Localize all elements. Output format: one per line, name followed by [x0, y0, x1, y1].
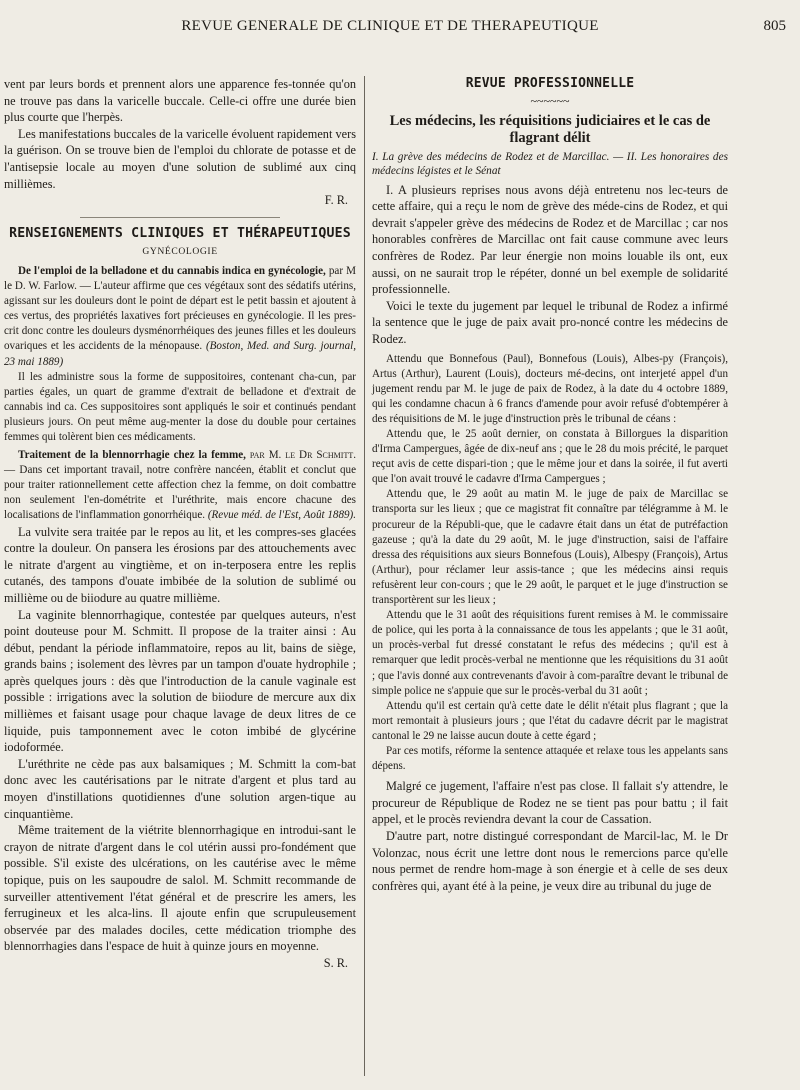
- intro-paragraph-1: vent par leurs bords et prennent alors une apparence fes-tonnée qu'on ne trouve pas dans la varicelle buccale. Celle-ci offre une durée bien plus courte que l'herpès.: [4, 77, 356, 125]
- paragraph-after-judgment-2: D'autre part, notre distingué correspondant de Marcil-lac, M. le Dr Volonzac, nous écrit une lettre dont nous le remercions parce qu'elle nous permet de rendre hom-mage à son énergie et à celle de ses deux confrères qui, ayant été à la peine, je veux dire au tribunal du juge de: [372, 828, 728, 893]
- paragraph-urethrite: L'uréthrite ne cède pas aux balsamiques ; M. Schmitt la com-bat donc avec les cautérisations par le nitrate d'argent et plus tard au moyen d'instillations quotidiennes d'une solution argen-tique au cinquantième.: [4, 756, 356, 821]
- paragraph-after-judgment-1: Malgré ce jugement, l'affaire n'est pas close. Il fallait s'y attendre, le procureur de République de Rodez ne se tient pas pour battu ; il fait appel, et le procès reviendra devant la cour de Cassation.: [372, 779, 728, 827]
- article-blennorrhagia-author: par M. le Dr Schmitt.: [249, 449, 356, 462]
- paragraph-vietrite: Même traitement de la viétrite blennorrhagique en introdui-sant le crayon de nitrate d'argent dans le col utérin aussi pro-fondément que possible. S'il existe des ulcérations, on les cautérise avec le même topique, puis on les saupoudre de salol. M. Schmitt recommande de surveiller attentivement l'état général et de prescrire les amers, les ferrugineux et les alca-lins. Il ajoute enfin que scrupuleusement observée par des malades dociles, cette médication triomphe des blennorrhagies dans l'espace de huit à quinze jours en moyenne.: [4, 823, 356, 954]
- article-blennorrhagia-title: Traitement de la blennorrhagie chez la femme,: [18, 449, 246, 462]
- article-title: Les médecins, les réquisitions judiciaires et le cas de flagrant délit: [389, 112, 711, 146]
- article-belladonna: [4, 264, 356, 370]
- judgment-paragraph-3: Attendu que, le 29 août au matin M. le juge de paix de Marcillac se transporta sur les lieux ; que ce magistrat fit connaître par télégramme à M. le procureur de la Républi-que, que le cadavre était dans un état de putréfaction gazeuse ; qu'à la date du 29 août, M. le juge d'instruction, saisi de l'affaire dressa des réquisitions aux sieurs Bonnefous (Louis), Albespy (François), Artus (Arthur), pour réclamer leur assis-tance ; que les médecins ainsi requis refusèrent leur con-cours ; que le 29 août, le parquet et le juge d'instruction se transportèrent sur les lieux ;: [372, 488, 728, 607]
- judgment-paragraph-5: Attendu qu'il est certain qu'à cette date le délit n'était plus flagrant ; que la mort remontait à plusieurs jours ; que l'état du cadavre décrit par le magistrat cantonal le 29 ne laisse aucun doute à cette égard ;: [372, 699, 728, 742]
- left-column: [4, 76, 356, 972]
- judgment-paragraph-4: Attendu que le 31 août des réquisitions furent remises à M. le commissaire de police, qui les porta à la connaissance de tous les appelants ; que le 31 août, un procès-verbal fut dressé constatant le refus des médecins ; qu'il est à remarquer que ledit procès-verbal ne mentionne que les réquisitions du 31 août ; que l'avis donné aux contrevenants d'avoir à com-paraître devant le tribunal de simple police ne s'appuie que sur le procès-verbal du 31 août ;: [372, 609, 728, 697]
- judgment-paragraph-6: Par ces motifs, réforme la sentence attaquée et relaxe tous les appelants sans dépens.: [372, 744, 728, 773]
- paragraph-vulvite: La vulvite sera traitée par le repos au lit, et les compres-ses glacées contre la douleur. On pansera les érosions par des attouchements avec le nitrate d'argent au vingtième, et on in-terposera entre les replis cutanés, des tampons d'ouate imbibée de la solution de sublimé ou millième ou de biiodure au quatre millième.: [4, 524, 356, 605]
- title-flourish: ~~~~~~: [530, 93, 570, 108]
- page-number: 805: [763, 18, 786, 34]
- article-belladonna-title: De l'emploi de la belladone et du cannabis indica en gynécologie,: [18, 264, 326, 277]
- column-rule: [364, 76, 365, 1076]
- running-title: REVUE GENERALE DE CLINIQUE ET DE THERAPEUTIQUE: [181, 18, 599, 34]
- article-belladonna-body: par M le D. W. Farlow. — L'auteur affirme que ces végétaux sont des sédatifs utérins, agissant sur les douleurs dont le point de départ est le petit bassin et ajoutent à ces vertus, des propriétés laxatives fort précieuses en gynécologie. Il les pres-crit donc contre les douleurs dysménorrhéiques des jeunes filles et les douleurs ovariques et les accidents de la ménopause.: [4, 264, 356, 353]
- paragraph-vaginite: La vaginite blennorrhagique, contestée par quelques auteurs, n'est point douteuse pour M. Schmitt. Il propose de la traiter ainsi : Au début, pendant la période inflammatoire, repos au lit, bains de siège, grands bains ; isolement des lèvres par un tampon d'ouate hydrophile ; après quelques jours : dès que l'introduction de la canule vaginale est possible : irrigations avec la solution de biiodure de mercure aux dix millièmes et faisant usage pour chaque lavage de deux litres de ce liquide, puis tamponnement avec le coton imbibé de glycérine iodoformée.: [4, 607, 356, 755]
- article-blennorrhagia: [4, 448, 356, 523]
- section-title-clinical: RENSEIGNEMENTS CLINIQUES ET THÉRAPEUTIQUES: [9, 225, 351, 241]
- article-belladonna-paragraph-2: Il les administre sous la forme de suppositoires, contenant cha-cun, par parties égales, un quart de gramme d'extrait de belladone et d'extrait de cannabis ind ca. Ces suppositoires sont appliqués le soir et continués pendant plusieurs jours. On peut même aug-menter la dose du double pour certaines femmes qui tolèrent bien ces médicaments.: [4, 370, 356, 443]
- intro-signature: F. R.: [324, 193, 348, 208]
- article-blennorrhagia-reference: (Revue méd. de l'Est, Août 1889).: [207, 509, 357, 522]
- article-belladonna-reference: (Boston, Med. and Surg. journal, 23 mai 1889): [4, 340, 356, 368]
- judgment-paragraph-1: Attendu que Bonnefous (Paul), Bonnefous (Louis), Albes-py (François), Artus (Arthur), Laurent (Louis), docteurs mé-decins, ont interjeté appel d'un jugement rendu par M. le juge de paix de Rodez, à la date du 4 octobre 1889, qui les condamne chacun à 6 francs d'amende pour avoir refusé d'obtempérer à des réquisitions de M. le juge d'instruction près le tribunal de céans :: [372, 352, 728, 425]
- right-column: [372, 76, 728, 894]
- running-head: [0, 0, 800, 40]
- section-title-professional: REVUE PROFESSIONNELLE: [465, 76, 635, 91]
- judgment-paragraph-2: Attendu que, le 25 août dernier, on constata à Billorgues la disparition d'Irma Campergues, âgée de dix-neuf ans ; que le 28 du mois précité, le parquet reçut avis de cette dispari-tion ; que le même jour et dans la soirée, il fut averti que l'on avait trouvé le cadavre d'Irma Campergues ;: [372, 428, 728, 486]
- paragraph-intro-1: I. A plusieurs reprises nous avons déjà entretenu nos lec-teurs de cette affaire, qui a reçu le nom de grève des méde-cins de Rodez, et qui devrait s'appeler grève des médecins de Rodez et de Marcillac ; car nos honorables confrères de Marcillac ont fait cause commune avec leurs confrères de Rodez. Par leur énergie non moins louable ils ont, eux aussi, on ne saurait trop le répéter, donné un bel exemple de solidarité professionnelle.: [372, 182, 728, 297]
- paragraph-intro-2: Voici le texte du jugement par lequel le tribunal de Rodez a infirmé la sentence que le juge de paix avait pro-noncé contre les médecins de Rodez.: [372, 298, 728, 346]
- article-subtitle: I. La grève des médecins de Rodez et de Marcillac. — II. Les honoraires des médecins légistes et le Sénat: [372, 150, 728, 177]
- separator-rule: [80, 217, 280, 218]
- article-blennorrhagia-body: — Dans cet important travail, notre confrère nancéen, établit et conclut que pour traiter rationnellement cette affection chez la femme, on doit combattre non seulement l'en-dométrite et l'uréthrite, mais encore chacune des localisations de l'inflammation gonorrhéique.: [4, 464, 356, 522]
- article-blennorrhagia-signature: S. R.: [323, 955, 348, 970]
- section-subtitle-gynecology: GYNÉCOLOGIE: [142, 246, 218, 258]
- intro-paragraph-2: Les manifestations buccales de la varicelle évoluent rapidement vers la guérison. On se trouve bien de l'emploi du chlorate de potasse et de l'antisepsie locale au moyen d'une solution de sublimé aux cinq millièmes.: [4, 126, 356, 191]
